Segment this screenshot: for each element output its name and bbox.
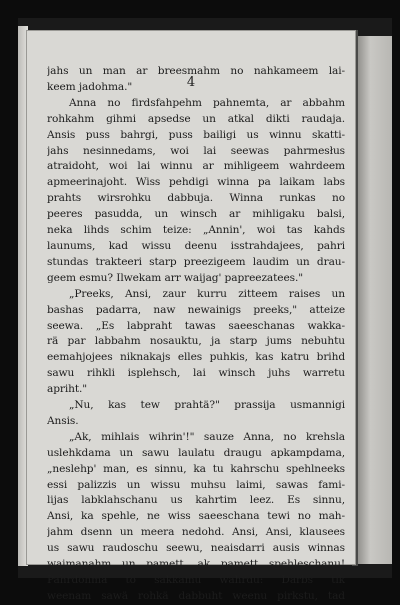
page-number: 4: [186, 75, 196, 90]
text-line: „Ak, mihlais wihrin'!" sauze Anna, no krehsla: [69, 430, 345, 443]
text-line: Pahrdohma to sakkamu wahrdu: Darbs tik: [47, 574, 345, 586]
text-line: apriht.": [47, 383, 88, 396]
text-line: neka lihds schim teize: „Annin', woi tas kahds: [47, 224, 345, 237]
text-line: uslehkdama un sawu laulatu draugu apkampdama,: [47, 446, 345, 459]
text-line: geem esmu? Ilwekam arr waijag' papreezatees.": [47, 271, 304, 284]
text-line: „Preeks, Ansi, zaur kurru zitteem raises un: [69, 287, 345, 300]
text-line: Anna no firdsfahpehm pahnemta, ar abbahm: [69, 96, 345, 109]
text-line: waimanahm un pamett, ak pamett spehleschanu!: [47, 558, 345, 571]
text-line: „neslehp' man, es sinnu, ka tu kahrschu spehlneeks: [47, 462, 345, 475]
text-line: rohkahm gihmi apsedse un atkal dikti raudaja.: [47, 112, 345, 125]
text-line: seewa. „Es labpraht tawas saeeschanas wakka-: [47, 319, 345, 332]
text-line: apmeerinajoht. Wiss pehdigi winna pa laikam labs: [47, 176, 345, 189]
text-line: jahs un man ar breesmahm no nahkameem lai-: [47, 65, 345, 77]
text-line: launums, kad wissu deenu isstrahdajees, pahri: [47, 239, 345, 252]
page-text: [47, 64, 345, 605]
text-line: „Nu, kas tew prahtä?" prassija usmannigi: [69, 399, 345, 412]
text-line: Ansis.: [47, 414, 79, 427]
text-line: eemahjojees niknakajs elles puhkis, kas katru brihd: [47, 351, 345, 364]
text-line: prahts wirsrohku dabbuja. Winna runkas no: [47, 192, 345, 205]
text-line: keem jadohma.": [47, 80, 133, 93]
text-line: stundas trakteeri starp preezigeem laudim un drau-: [47, 255, 345, 268]
adjacent-page: [356, 36, 392, 564]
text-line: bashas padarra, naw newainigs preeks," atteize: [47, 303, 345, 316]
text-line: rä par labbahm nosauktu, ja starp jums nebuhtu: [47, 335, 345, 348]
text-line: peeres pasudda, un winsch ar mihligaku balsi,: [47, 208, 345, 221]
text-line: lijas labklahschanu us kahrtim leez. Es sinnu,: [47, 494, 345, 507]
text-line: sawu rihkli isplehsch, lai winsch juhs warretu: [47, 367, 345, 380]
text-line: weenam sawä rohkä dabbuht weenu pirkstu, tad: [47, 589, 345, 602]
text-line: jahm dsenn un meera nedohd. Ansi, Ansi, klausees: [47, 526, 345, 539]
text-line: Ansi, ka spehle, ne wiss saeeschana tewi no mah-: [47, 510, 345, 523]
text-line: jahs nesinnedams, woi lai seewas pahrmesłus: [47, 144, 345, 157]
text-line: Ansis puss bahrgi, puss bailigi us winnu skatti-: [47, 128, 345, 141]
text-line: atraidoht, woi lai winnu ar mihligeem wahrdeem: [47, 160, 345, 173]
text-line: us sawu raudoschu seewu, neaisdarri ausis winnas: [47, 542, 345, 555]
text-line: essi palizzis un wissu muhsu laimi, sawas fami-: [47, 478, 345, 491]
